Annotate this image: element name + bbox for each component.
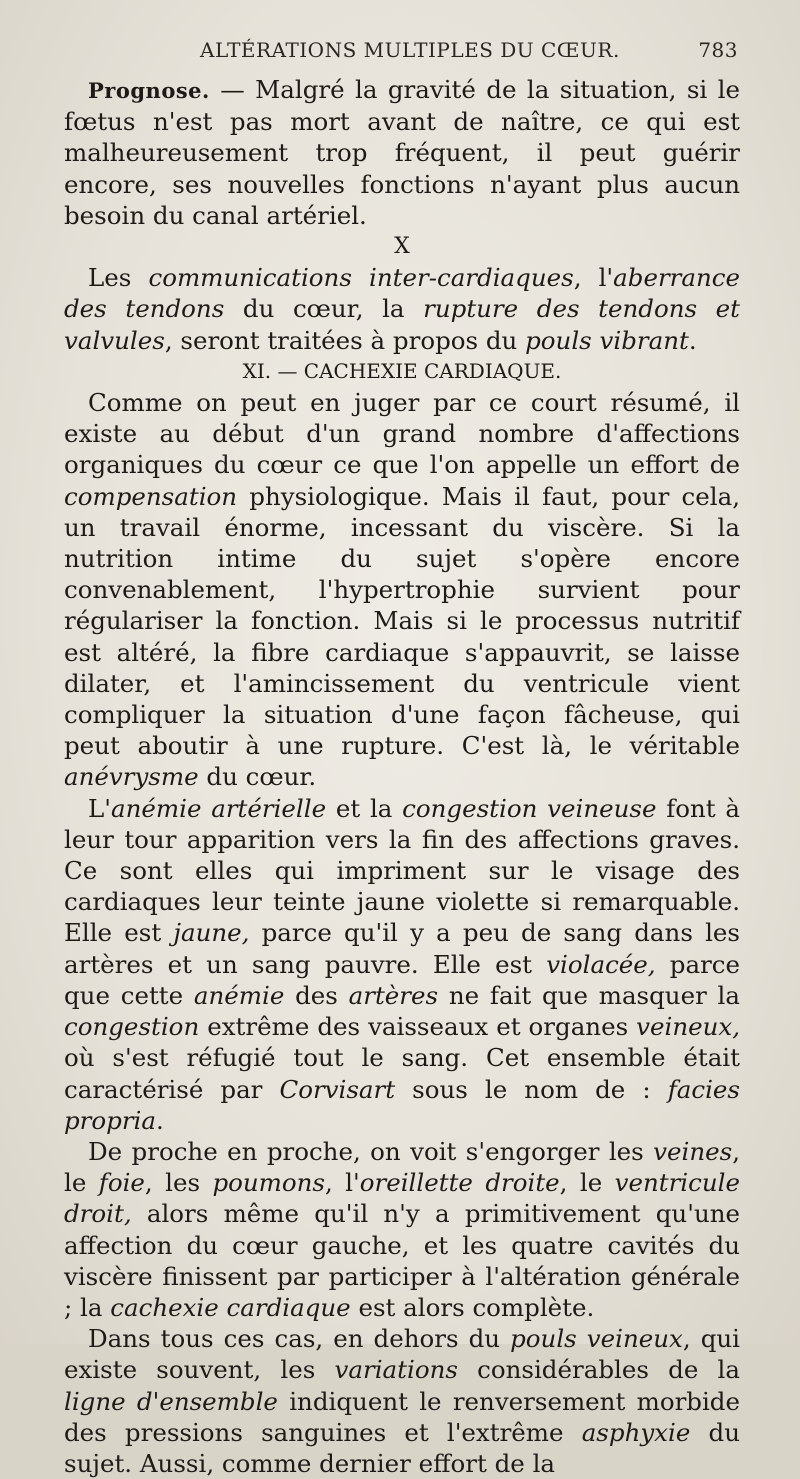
italic-term: compensation (64, 481, 238, 511)
paragraph-engorgement (64, 1136, 740, 1323)
italic-term: ventricule droit, (64, 1168, 740, 1229)
italic-term: congestion (64, 1012, 200, 1042)
text-span: , seront traitées à propos du (164, 325, 526, 355)
italic-term: cachexie cardiaque (110, 1292, 351, 1322)
page-number: 783 (698, 38, 738, 62)
text-span: De proche en proche, on voit s'engorger les (88, 1136, 654, 1166)
text-span: — Malgré la gravité de la situation, si le fœtus n'est pas mort avant de naître, ce qui est malheureusement trop fréquent, il peut guérir encore, ses nouvelles fonctions n'ayant plus aucun besoin du canal artériel. (64, 75, 740, 230)
text-span: . (688, 325, 697, 355)
text-span: et la (326, 793, 403, 823)
paragraph-compensation (64, 387, 740, 793)
page-header (0, 38, 800, 68)
paragraph-anemie (64, 793, 740, 1136)
running-title: ALTÉRATIONS MULTIPLES DU CŒUR. (200, 38, 620, 62)
text-span: sous le nom de : (395, 1074, 668, 1104)
text-span: L' (88, 793, 112, 823)
italic-term: veineux, (636, 1012, 740, 1042)
italic-term: foie (98, 1168, 145, 1198)
text-span: indiquent le renversement morbide des pressions sanguines et l'extrême (64, 1386, 740, 1447)
italic-term: communications inter-cardiaques (148, 263, 574, 293)
text-span: des (284, 980, 349, 1010)
text-span: ne fait que masquer la (438, 980, 740, 1010)
italic-term: ligne d'ensemble (64, 1386, 278, 1416)
italic-term: veines (653, 1136, 733, 1166)
text-span: du sujet. Aussi, comme dernier effort de la (64, 1417, 740, 1478)
text-span: physiologique. Mais il faut, pour cela, un travail énorme, incessant du viscère. Si la nutrition intime du sujet s'opère encore convenablement, l'hypertrophie survient pour régulariser la fonction. Mais si le processus nutritif est altéré, la fibre cardiaque s'appauvrit, se laisse dilater, et l'amincissement du ventricule vient compliquer la situation d'une façon fâcheuse, qui peut aboutir à une rupture. C'est là, le véritable (64, 481, 740, 761)
italic-term: oreillette droite (359, 1168, 560, 1198)
italic-term: poumons (212, 1168, 325, 1198)
paragraph-communications (64, 262, 740, 356)
italic-term: rupture des tendons et valvules (64, 294, 740, 355)
text-span: extrême des vaisseaux et organes (199, 1012, 637, 1042)
text-span: parce qu'il y a peu de sang dans les artères et un sang pauvre. Elle est (64, 918, 740, 979)
paragraph-pouls-veineux (64, 1323, 740, 1479)
italic-term: Corvisart (279, 1074, 396, 1104)
italic-term: pouls vibrant (525, 325, 689, 355)
text-span: alors même qu'il n'y a primitivement qu'une affection du cœur gauche, et les quatre cavités du viscère finissent par participer à l'altération générale ; la (64, 1199, 740, 1322)
text-span: , l' (324, 1168, 360, 1198)
italic-term: congestion veineuse (402, 793, 657, 823)
body-text (64, 74, 740, 1479)
section-heading-xi: XI. — CACHEXIE CARDIAQUE. (242, 358, 562, 383)
text-span: , qui existe souvent, les (64, 1324, 740, 1385)
section-heading-x: X (394, 234, 410, 260)
italic-term: asphyxie (581, 1417, 691, 1447)
text-span: font à leur tour apparition vers la fin des affections graves. Ce sont elles qui impriment sur le visage des cardiaques leur teinte jaune violette si remarquable. Elle est (64, 793, 741, 948)
text-span: où s'est réfugié tout le sang. Cet ensemble était caractérisé par (64, 1043, 740, 1104)
italic-term: violacée, (546, 949, 656, 979)
text-span: , le (559, 1168, 615, 1198)
text-span: Comme on peut en juger par ce court résumé, il existe au début d'un grand nombre d'affections organiques du cœur ce que l'on appelle un effort de (64, 388, 740, 480)
prognose-label: Prognose. (88, 78, 210, 103)
italic-term: anémie (193, 980, 285, 1010)
italic-term: jaune, (173, 918, 250, 948)
text-span: , les (144, 1168, 213, 1198)
italic-term: aberrance des tendons (64, 263, 740, 324)
text-span: , le (64, 1136, 740, 1198)
italic-term: facies propria (64, 1074, 740, 1135)
text-span: , l' (573, 263, 614, 293)
paragraph-prognose (64, 74, 740, 231)
italic-term: variations (334, 1355, 458, 1385)
text-span: Dans tous ces cas, en dehors du (88, 1324, 511, 1354)
italic-term: anémie artérielle (111, 793, 327, 823)
italic-term: artères (348, 980, 439, 1010)
text-span: considérables de la (457, 1355, 740, 1385)
text-span: du cœur. (198, 762, 317, 792)
text-span: du cœur, la (224, 294, 424, 324)
text-span: . (155, 1105, 164, 1135)
text-span: Les (88, 263, 149, 293)
italic-term: anévrysme (64, 762, 199, 792)
italic-term: pouls veineux (510, 1324, 683, 1354)
text-span: parce que cette (64, 949, 741, 1010)
text-span: est alors complète. (350, 1292, 595, 1322)
